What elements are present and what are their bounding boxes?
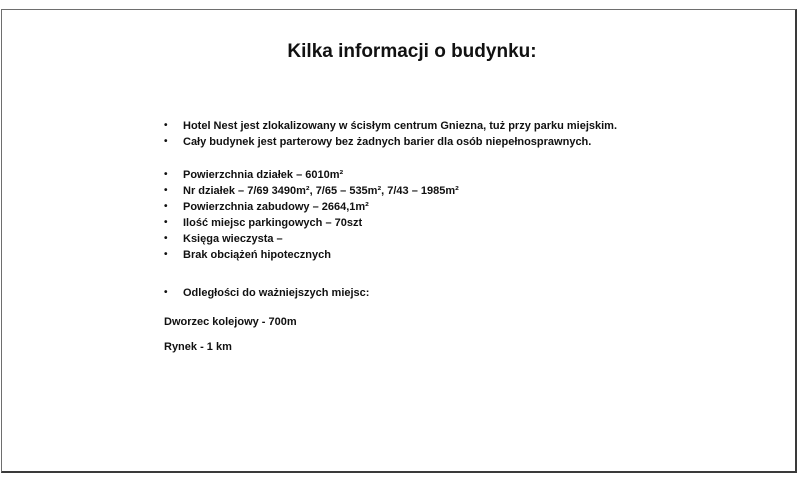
bullet-icon: •	[164, 233, 168, 244]
list-item-text: Powierzchnia zabudowy – 2664,1m²	[183, 201, 369, 213]
bullet-icon: •	[164, 201, 168, 212]
list-item-text: Hotel Nest jest zlokalizowany w ścisłym centrum Gniezna, tuż przy parku miejskim.	[183, 120, 618, 132]
list-item-text: Brak obciążeń hipotecznych	[183, 249, 331, 261]
bullet-icon: •	[164, 120, 168, 131]
list-item-text: Cały budynek jest parterowy bez żadnych barier dla osób niepełnosprawnych.	[183, 136, 592, 148]
bullet-icon: •	[164, 136, 168, 147]
bullet-list-location	[162, 118, 617, 150]
list-item-text: Powierzchnia działek – 6010m²	[183, 169, 344, 181]
slide-frame	[1, 9, 797, 473]
slide-title: Kilka informacji o budynku:	[287, 41, 537, 62]
list-item-text: Odległości do ważniejszych miejsc:	[183, 287, 370, 299]
list-item	[162, 247, 459, 263]
distance-train-station: Dworzec kolejowy - 700m	[164, 316, 297, 328]
list-item	[162, 231, 459, 247]
bullet-list-distances	[162, 285, 369, 301]
bullet-icon: •	[164, 185, 168, 196]
list-item	[162, 199, 459, 215]
bullet-icon: •	[164, 217, 168, 228]
list-item	[162, 183, 459, 199]
bullet-icon: •	[164, 169, 168, 180]
list-item-text: Księga wieczysta –	[183, 233, 283, 245]
list-item	[162, 285, 369, 301]
distance-market-square: Rynek - 1 km	[164, 341, 232, 353]
list-item	[162, 215, 459, 231]
bullet-icon: •	[164, 249, 168, 260]
list-item	[162, 118, 617, 134]
list-item-text: Nr działek – 7/69 3490m², 7/65 – 535m², 7/43 – 1985m²	[183, 185, 459, 197]
bullet-list-parcel-details	[162, 167, 459, 263]
list-item	[162, 134, 617, 150]
list-item	[162, 167, 459, 183]
bullet-icon: •	[164, 287, 168, 298]
list-item-text: Ilość miejsc parkingowych – 70szt	[183, 217, 363, 229]
